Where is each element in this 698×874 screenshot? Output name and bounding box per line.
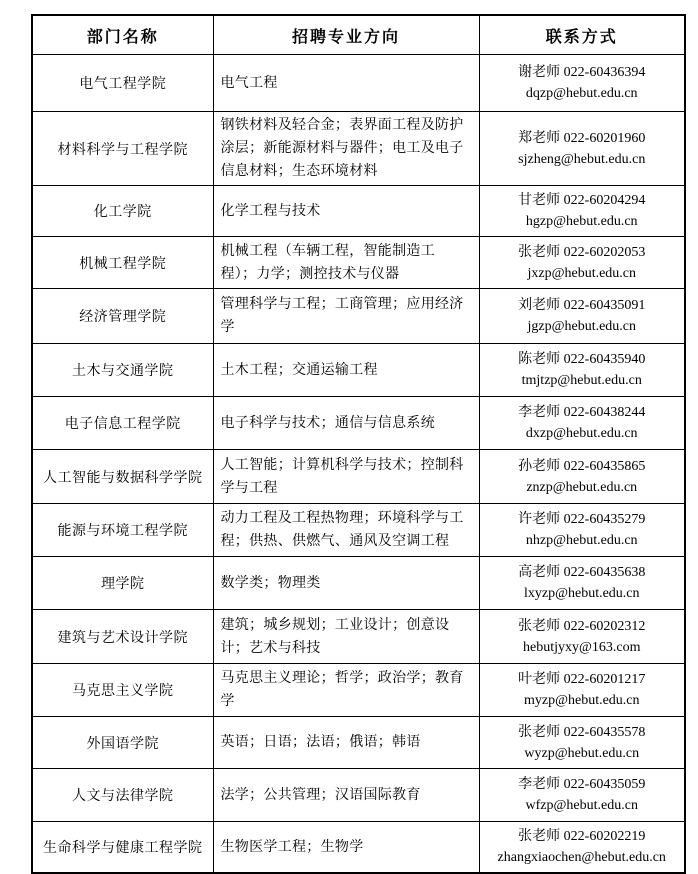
- contact-phone: 孙老师 022-60435865: [518, 458, 646, 474]
- contact-email: tmjtzp@hebut.edu.cn: [521, 373, 642, 388]
- majors-text: 电气工程: [213, 55, 479, 112]
- contact-info: [479, 664, 685, 717]
- department-name: 马克思主义学院: [32, 664, 213, 717]
- contact-phone: 郑老师 022-60201960: [518, 130, 646, 146]
- contact-phone: 陈老师 022-60435940: [518, 352, 646, 367]
- contact-email: znzp@hebut.edu.cn: [526, 479, 638, 495]
- contact-info: [479, 186, 685, 237]
- department-name: 建筑与艺术设计学院: [32, 610, 213, 664]
- contact-email: myzp@hebut.edu.cn: [523, 693, 640, 708]
- contact-info: [479, 289, 685, 344]
- table-row: [32, 344, 685, 397]
- table-row: [32, 186, 685, 237]
- table-row: [32, 504, 685, 557]
- contact-info: [479, 610, 685, 664]
- contact-phone: 谢老师 022-60436394: [518, 65, 646, 80]
- table-row: [32, 112, 685, 186]
- department-name: 人文与法律学院: [32, 769, 213, 822]
- majors-text: 动力工程及工程热物理；环境科学与工程；供热、供燃气、通风及空调工程: [213, 504, 479, 557]
- majors-text: 法学；公共管理；汉语国际教育: [213, 769, 479, 822]
- contact-info: [479, 397, 685, 450]
- majors-text: 管理科学与工程；工商管理；应用经济学: [213, 289, 479, 344]
- table-row: [32, 557, 685, 610]
- contact-info: [479, 450, 685, 504]
- column-header-department: 部门名称: [32, 15, 213, 55]
- contact-phone: 高老师 022-60435638: [518, 565, 646, 580]
- department-name: 材料科学与工程学院: [32, 112, 213, 186]
- column-header-contact: 联系方式: [479, 15, 685, 55]
- contact-email: jxzp@hebut.edu.cn: [527, 265, 637, 281]
- table-row: [32, 664, 685, 717]
- contact-phone: 甘老师 022-60204294: [518, 193, 646, 208]
- contact-info: [479, 344, 685, 397]
- table-row: [32, 822, 685, 874]
- table-row: [32, 397, 685, 450]
- department-name: 化工学院: [32, 186, 213, 237]
- column-header-majors: 招聘专业方向: [213, 15, 479, 55]
- contact-email: wyzp@hebut.edu.cn: [524, 745, 640, 761]
- contact-info: [479, 769, 685, 822]
- contact-phone: 张老师 022-60202219: [518, 829, 646, 844]
- recruitment-contacts-table: [31, 14, 686, 874]
- majors-text: 数学类；物理类: [213, 557, 479, 610]
- contact-email: sjzheng@hebut.edu.cn: [518, 151, 646, 167]
- department-name: 理学院: [32, 557, 213, 610]
- contact-info: [479, 504, 685, 557]
- contact-phone: 张老师 022-60435578: [518, 724, 646, 740]
- contact-info: [479, 717, 685, 769]
- contact-email: hgzp@hebut.edu.cn: [525, 214, 638, 229]
- table-row: [32, 55, 685, 112]
- contact-phone: 李老师 022-60435059: [518, 777, 646, 792]
- contact-email: dxzp@hebut.edu.cn: [525, 426, 638, 441]
- department-name: 经济管理学院: [32, 289, 213, 344]
- contact-phone: 许老师 022-60435279: [518, 512, 646, 527]
- majors-text: 电子科学与技术；通信与信息系统: [213, 397, 479, 450]
- table-row: [32, 289, 685, 344]
- contact-info: [479, 822, 685, 874]
- majors-text: 生物医学工程；生物学: [213, 822, 479, 874]
- contact-email: dqzp@hebut.edu.cn: [525, 86, 638, 101]
- contact-info: [479, 557, 685, 610]
- majors-text: 建筑；城乡规划；工业设计；创意设计；艺术与科技: [213, 610, 479, 664]
- contact-phone: 李老师 022-60438244: [518, 405, 646, 420]
- contact-info: [479, 112, 685, 186]
- majors-text: 土木工程；交通运输工程: [213, 344, 479, 397]
- contact-info: [479, 237, 685, 289]
- majors-text: 人工智能；计算机科学与技术；控制科学与工程: [213, 450, 479, 504]
- contact-phone: 叶老师 022-60201217: [518, 672, 646, 687]
- department-name: 机械工程学院: [32, 237, 213, 289]
- contact-phone: 张老师 022-60202312: [518, 618, 646, 634]
- contact-email: lxyzp@hebut.edu.cn: [523, 586, 640, 601]
- header-row: [32, 15, 685, 55]
- contact-email: hebutjyxy@163.com: [523, 639, 641, 655]
- table-row: [32, 450, 685, 504]
- contact-email: jgzp@hebut.edu.cn: [527, 319, 637, 334]
- contact-phone: 刘老师 022-60435091: [518, 298, 646, 313]
- contact-phone: 张老师 022-60202053: [518, 244, 646, 260]
- majors-text: 马克思主义理论；哲学；政治学；教育学: [213, 664, 479, 717]
- table-row: [32, 237, 685, 289]
- department-name: 生命科学与健康工程学院: [32, 822, 213, 874]
- contact-email: zhangxiaochen@hebut.edu.cn: [497, 850, 666, 865]
- table-row: [32, 610, 685, 664]
- majors-text: 机械工程（车辆工程，智能制造工程）；力学；测控技术与仪器: [213, 237, 479, 289]
- contact-info: [479, 55, 685, 112]
- department-name: 人工智能与数据科学学院: [32, 450, 213, 504]
- department-name: 电气工程学院: [32, 55, 213, 112]
- department-name: 能源与环境工程学院: [32, 504, 213, 557]
- contact-email: nhzp@hebut.edu.cn: [525, 533, 638, 548]
- department-name: 土木与交通学院: [32, 344, 213, 397]
- department-name: 外国语学院: [32, 717, 213, 769]
- majors-text: 钢铁材料及轻合金；表界面工程及防护涂层；新能源材料与器件；电工及电子信息材料；生态环境材料: [213, 112, 479, 186]
- majors-text: 英语；日语；法语；俄语；韩语: [213, 717, 479, 769]
- contact-email: wfzp@hebut.edu.cn: [525, 798, 638, 813]
- department-name: 电子信息工程学院: [32, 397, 213, 450]
- table-row: [32, 717, 685, 769]
- majors-text: 化学工程与技术: [213, 186, 479, 237]
- table-row: [32, 769, 685, 822]
